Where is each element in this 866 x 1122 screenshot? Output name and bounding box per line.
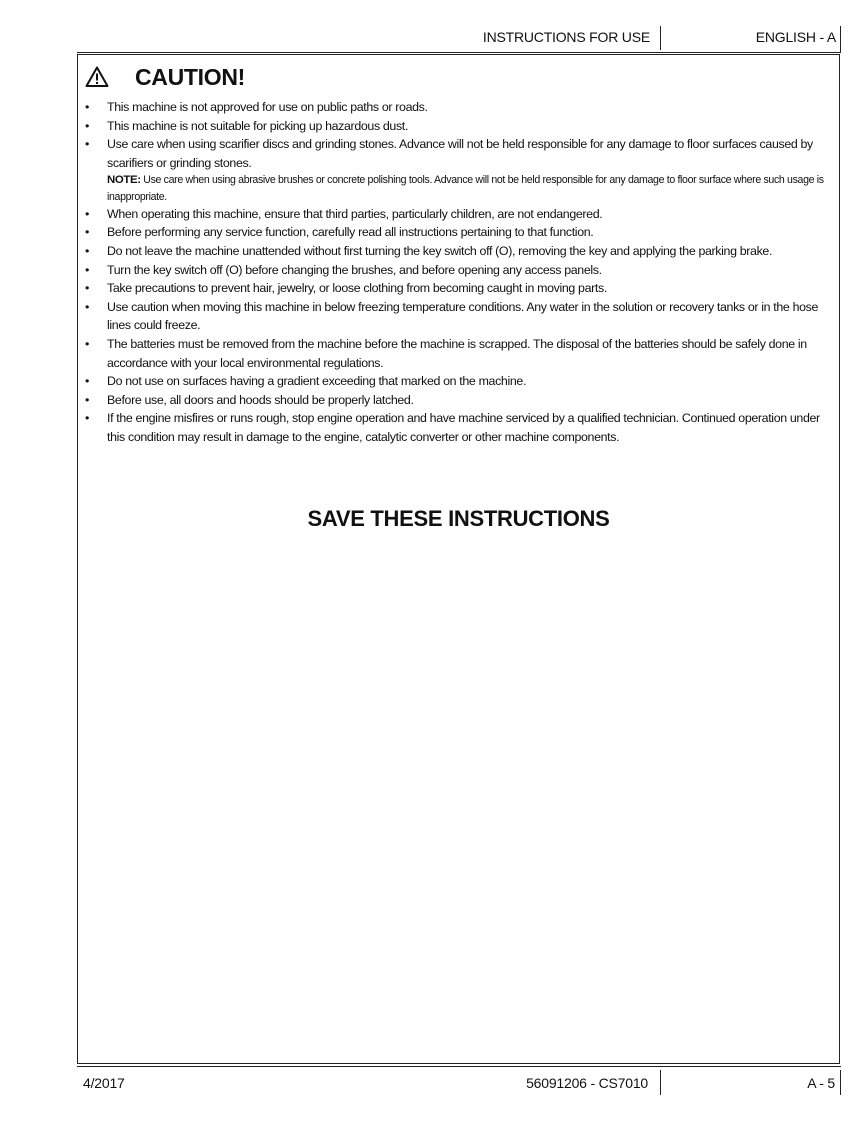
list-item: • Before use, all doors and hoods should be properly latched.	[78, 391, 838, 410]
list-item: • Take precautions to prevent hair, jewelry, or loose clothing from becoming caught in moving parts.	[78, 279, 838, 298]
list-item: • The batteries must be removed from the machine before the machine is scrapped. The disposal of the batteries should be safely done in accordance with your local environmental regulations.	[78, 335, 838, 372]
page-footer	[77, 1066, 841, 1095]
page-header	[77, 24, 841, 53]
footer-right-edge	[840, 1070, 841, 1095]
list-item: • Turn the key switch off (O) before changing the brushes, and before opening any access panels.	[78, 261, 838, 280]
language-label: ENGLISH - A	[755, 29, 836, 45]
list-item: • This machine is not approved for use on public paths or roads.	[78, 98, 838, 117]
caution-heading	[85, 62, 245, 92]
footer-divider	[660, 1070, 661, 1095]
list-item-text: Use care when using scarifier discs and grinding stones. Advance will not be held responsible for any damage to floor surfaces caused by scarifiers or grinding stones.	[107, 137, 813, 170]
note-label: NOTE:	[107, 174, 141, 187]
note	[107, 172, 838, 204]
list-item: • Use caution when moving this machine in below freezing temperature conditions. Any water in the solution or recovery tanks or in the hose lines could freeze.	[78, 298, 838, 335]
warning-triangle-icon	[85, 65, 109, 89]
list-item: • Before performing any service function, carefully read all instructions pertaining to that function.	[78, 223, 838, 242]
list-item	[78, 135, 838, 205]
list-item: • If the engine misfires or runs rough, stop engine operation and have machine serviced by a qualified technician. Continued operation under this condition may result in damage to the engine, catalytic converter or other machine components.	[78, 409, 838, 446]
list-item: • Do not leave the machine unattended without first turning the key switch off (O), removing the key and applying the parking brake.	[78, 242, 838, 261]
page-number: A - 5	[807, 1075, 835, 1091]
header-divider	[660, 26, 661, 50]
publication-date: 4/2017	[83, 1075, 125, 1091]
save-instructions-heading: SAVE THESE INSTRUCTIONS	[307, 506, 610, 531]
caution-list	[78, 98, 838, 447]
document-number: 56091206 - CS7010	[526, 1075, 648, 1091]
list-item: • When operating this machine, ensure that third parties, particularly children, are not endangered.	[78, 205, 838, 224]
header-right-edge	[840, 26, 841, 52]
section-title: INSTRUCTIONS FOR USE	[482, 29, 650, 45]
note-text: Use care when using abrasive brushes or concrete polishing tools. Advance will not be held responsible for any damage to floor surface where such usage is inappropriate.	[107, 174, 824, 203]
list-item: • This machine is not suitable for picking up hazardous dust.	[78, 117, 838, 136]
list-item: • Do not use on surfaces having a gradient exceeding that marked on the machine.	[78, 372, 838, 391]
caution-title: CAUTION!	[135, 63, 246, 90]
